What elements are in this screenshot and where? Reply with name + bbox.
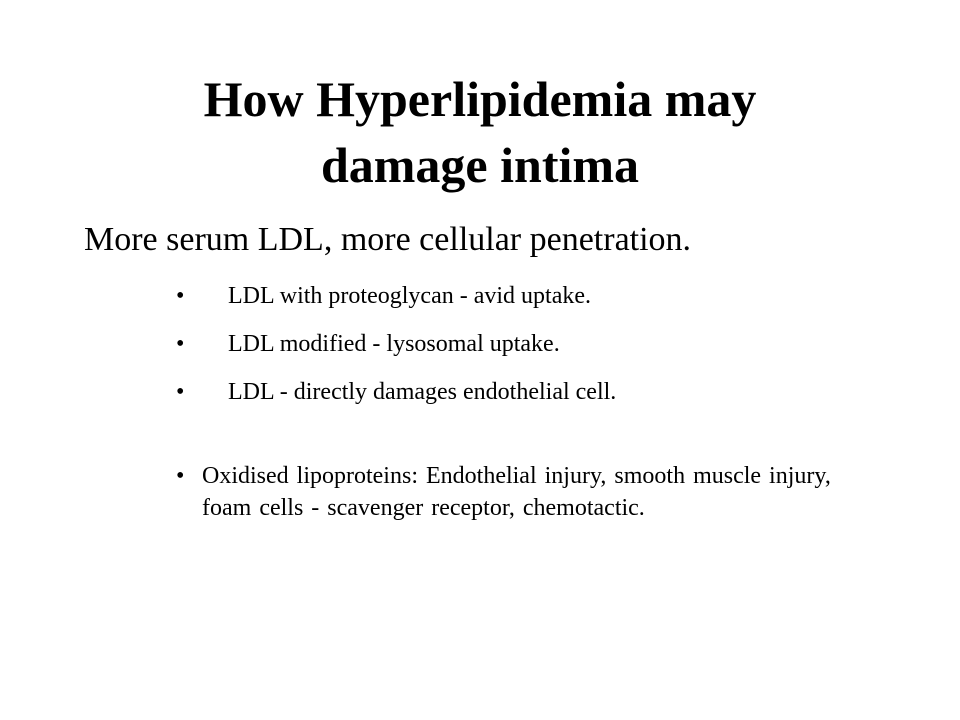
slide-title xyxy=(80,66,880,198)
title-line-1: How Hyperlipidemia may xyxy=(203,71,757,127)
bullet-dot-icon: • xyxy=(176,331,185,357)
bullet-dot-icon: • xyxy=(176,283,185,309)
title-line-2: damage intima xyxy=(320,137,640,193)
bullet-dot-icon: • xyxy=(176,379,185,405)
bullet-dot-icon: • xyxy=(176,463,185,489)
bullet-text: LDL - directly damages endothelial cell. xyxy=(228,379,617,405)
bullet-text: LDL modified - lysosomal uptake. xyxy=(228,331,560,357)
bullet-item xyxy=(176,328,876,360)
slide-subtitle: More serum LDL, more cellular penetration. xyxy=(84,221,692,258)
bullet-item xyxy=(176,280,876,312)
bullet-item xyxy=(176,376,876,408)
bullet-text: Oxidised lipoproteins: Endothelial injury, smooth muscle injury, foam cells - scavenger receptor, chemotactic. xyxy=(202,463,831,521)
bullet-item-oxidised xyxy=(176,460,866,570)
bullet-text: LDL with proteoglycan - avid uptake. xyxy=(228,283,591,309)
